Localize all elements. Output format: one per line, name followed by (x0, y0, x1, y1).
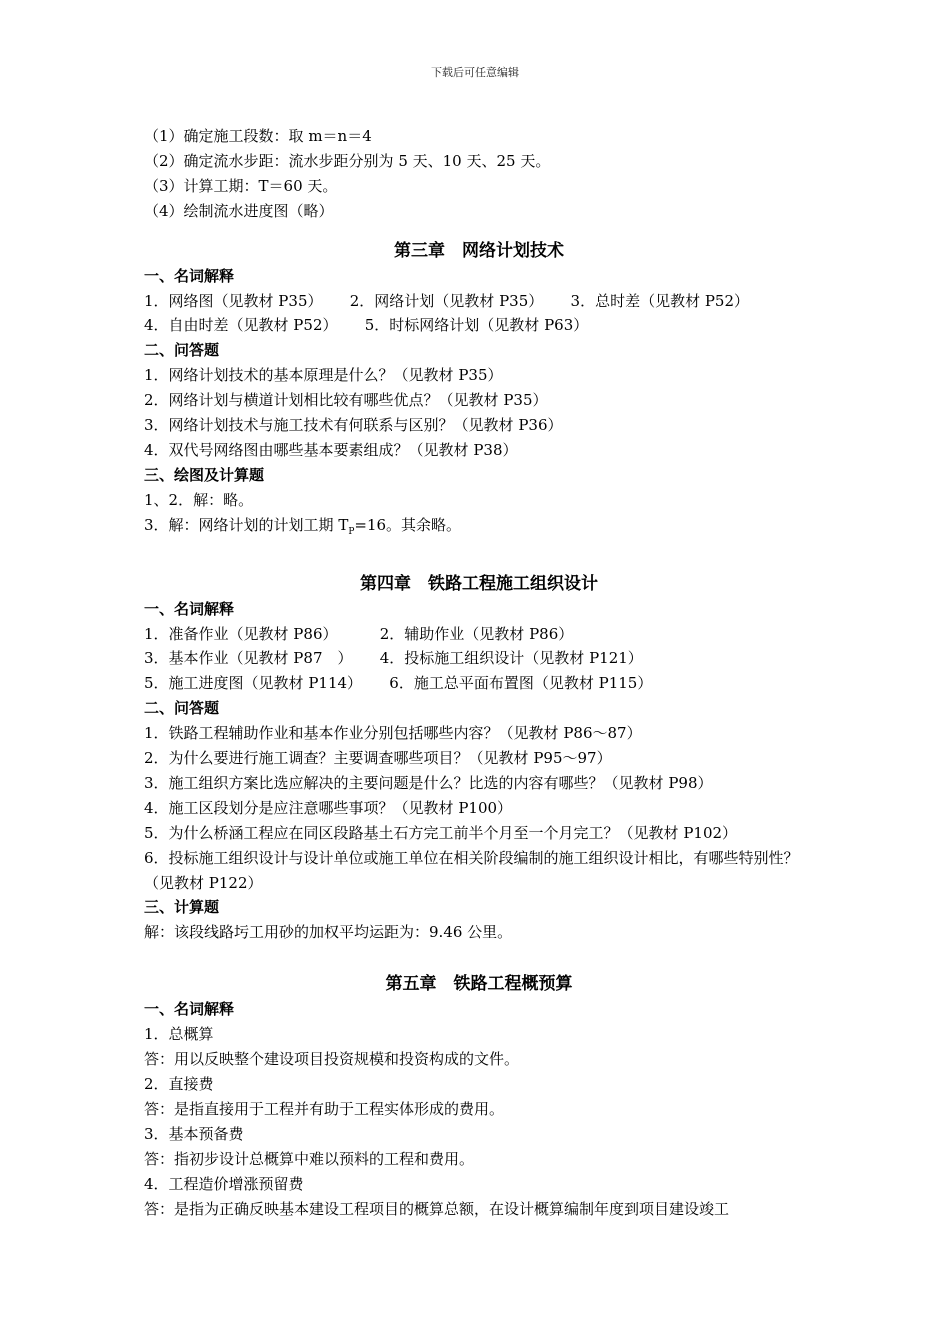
term-line: 4．自由时差（见教材 P52） 5．时标网络计划（见教材 P63） (144, 316, 589, 335)
question-line: 6．投标施工组织设计与设计单位或施工单位在相关阶段编制的施工组织设计相比，有哪些特别性？（见教材 P122） (144, 848, 799, 892)
section-heading: 二、问答题 (144, 341, 220, 360)
answer-text: =16。其余略。 (354, 515, 462, 534)
answer-line: 答：指初步设计总概算中难以预料的工程和费用。 (144, 1149, 475, 1168)
section-heading: 一、名词解释 (144, 266, 235, 285)
page-header: 下载后可任意编辑 (431, 66, 519, 79)
question-line: 1．铁路工程辅助作业和基本作业分别包括哪些内容？（见教材 P86～87） (144, 724, 642, 743)
ch2-line: （4）绘制流水进度图（略） (144, 201, 334, 220)
chapter-5-title: 第五章 铁路工程概预算 (385, 974, 573, 995)
term-line: 1．总概算 (144, 1025, 214, 1044)
answer-line: 解：该段线路圬工用砂的加权平均运距为：9.46 公里。 (144, 923, 513, 942)
chapter-4-title: 第四章 铁路工程施工组织设计 (360, 573, 598, 594)
section-heading: 一、名词解释 (144, 599, 235, 618)
ch2-line: （1）确定施工段数：取 m＝n＝4 (144, 127, 372, 145)
section-heading: 二、问答题 (144, 699, 220, 718)
ch2-line: （2）确定流水步距：流水步距分别为 5 天、10 天、25 天。 (144, 151, 551, 170)
answer-line (144, 513, 814, 545)
term-line: 3．基本预备费 (144, 1124, 244, 1143)
question-line: 3．施工组织方案比选应解决的主要问题是什么？比选的内容有哪些？（见教材 P98） (144, 773, 713, 792)
term-line: 4．工程造价增涨预留费 (144, 1174, 304, 1193)
section-heading: 一、名词解释 (144, 1000, 235, 1019)
section-heading: 三、绘图及计算题 (144, 465, 265, 484)
question-line: 4．双代号网络图由哪些基本要素组成？（见教材 P38） (144, 440, 518, 459)
answer-line: 答：用以反映整个建设项目投资规模和投资构成的文件。 (144, 1050, 520, 1069)
question-line: 5．为什么桥涵工程应在同区段路基土石方完工前半个月至一个月完工？（见教材 P102） (144, 823, 738, 842)
subscript-p: P (348, 526, 355, 537)
question-line: 1．网络计划技术的基本原理是什么？（见教材 P35） (144, 366, 503, 385)
question-line: 2．为什么要进行施工调查？主要调查哪些项目？（见教材 P95～97） (144, 749, 612, 768)
term-line: 3．基本作业（见教材 P87 ） 4．投标施工组织设计（见教材 P121） (144, 649, 643, 668)
term-line: 1．网络图（见教材 P35） 2．网络计划（见教材 P35） 3．总时差（见教材 P52） (144, 291, 750, 310)
question-line: 3．网络计划技术与施工技术有何联系与区别？（见教材 P36） (144, 416, 563, 435)
term-line: 2．直接费 (144, 1075, 214, 1093)
term-line: 5．施工进度图（见教材 P114） 6．施工总平面布置图（见教材 P115） (144, 674, 653, 693)
section-heading: 三、计算题 (144, 898, 220, 917)
answer-line: 答：是指为正确反映基本建设工程项目的概算总额，在设计概算编制年度到项目建设竣工 (144, 1199, 730, 1218)
answer-text: 3．解：网络计划的计划工期 T (144, 515, 349, 534)
ch2-line: （3）计算工期：T＝60 天。 (144, 176, 338, 195)
term-line: 1．准备作业（见教材 P86） 2．辅助作业（见教材 P86） (144, 624, 574, 643)
chapter-3-title: 第三章 网络计划技术 (394, 240, 564, 261)
answer-line: 答：是指直接用于工程并有助于工程实体形成的费用。 (144, 1099, 505, 1118)
document-body (144, 124, 814, 1221)
question-line: 2．网络计划与横道计划相比较有哪些优点？（见教材 P35） (144, 391, 548, 410)
question-line: 4．施工区段划分是应注意哪些事项？（见教材 P100） (144, 798, 513, 817)
answer-line: 1、2．解：略。 (144, 490, 254, 509)
